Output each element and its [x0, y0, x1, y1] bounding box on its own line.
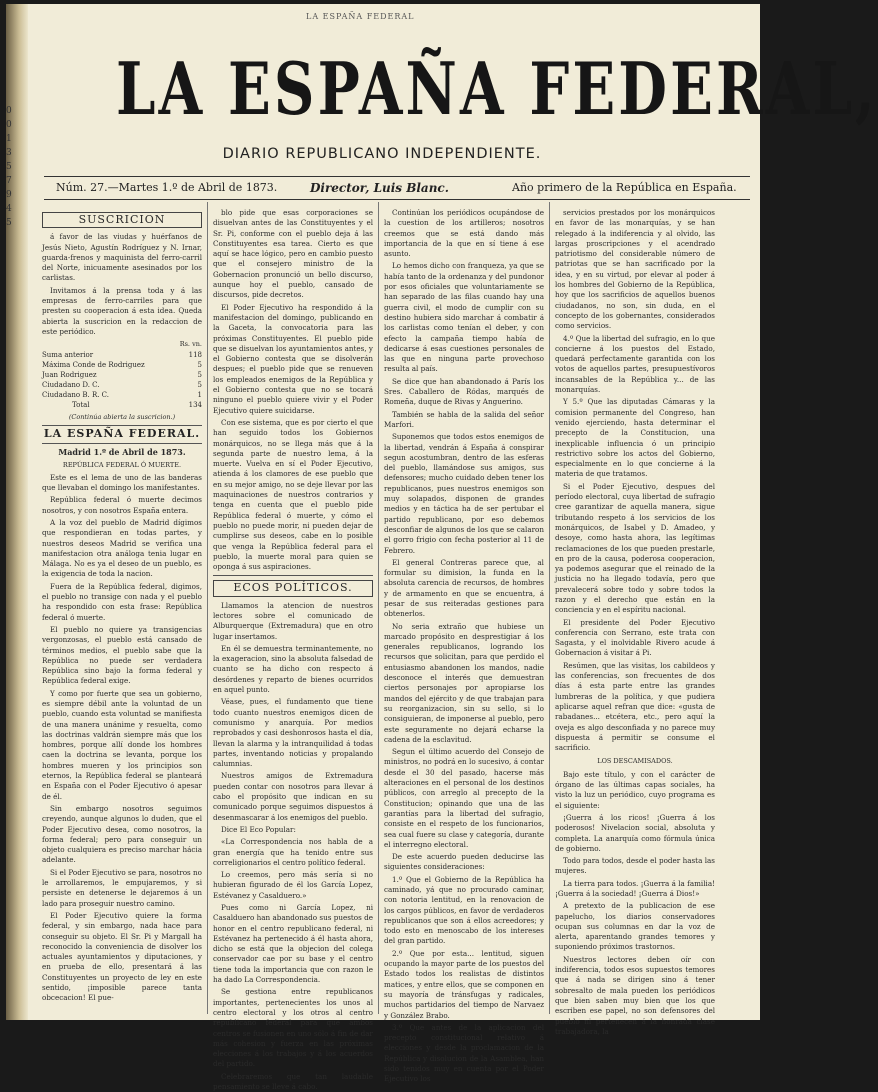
- masthead-subtitle: DIARIO REPUBLICANO INDEPENDIENTE.: [222, 146, 542, 162]
- edge-number: 0: [6, 106, 12, 116]
- edge-number: 5: [6, 218, 12, 228]
- column-1-text: [42, 473, 202, 1004]
- subscriber-amount: 1: [197, 390, 202, 399]
- paragraph: El pueblo no quiere ya transigencias vergonzosas, el pueblo está cansado de términos medios, el pueblo sabe que la República no puede ser verdadera República sino bajo la forma federal y República federal exige.: [42, 624, 202, 686]
- paragraph: Llamamos la atencion de nuestros lectores sobre el comunicado de Alburquerque (Extremadura) que en otro lugar insertamos.: [213, 600, 373, 641]
- paragraph: Suponemos que todos estos enemigos de la libertad, vendrán á España á conspirar segun acostumbran, dentro de las esferas del pueblo, llamándose sus amigos, sus defensores; mucho cuidado deben tener los republicanos, pues nuestros enemigos son muy solapados, disponen de grandes medios y en táctica ha de ser pertubar el partido republicano, por eso debemos desconfiar de algunos de los que se calaron el gorro frigio con fecha posterior al 11 de Febrero.: [384, 432, 544, 555]
- edge-numbers: [6, 104, 16, 230]
- paragraph: Nuestros amigos de Extremadura pueden contar con nosotros para llevar á cabo el propósito que indican en su comunicado porque seguimos dispuestos á desenmascarar á los enemigos del pueblo.: [213, 771, 373, 822]
- issue-line: [44, 179, 750, 199]
- total-label: Total: [72, 400, 90, 409]
- subscriber-amount: 5: [197, 370, 202, 379]
- subscription-list: [42, 350, 202, 400]
- rule-top: [44, 176, 750, 177]
- subscription-intro: á favor de las viudas y huérfanos de Jesús Nieto, Agustín Rodríguez y N. Irnar, guarda-frenos y maquinista del ferro-carril del Norte, inicuamente asesinados por los carlistas.: [42, 232, 202, 283]
- paragraph: Celebraremos que tan laudable pensamiento se lleve á cabo.: [213, 1071, 373, 1092]
- top-fragment: LA ESPAÑA FEDERAL: [306, 12, 415, 21]
- column-4-text-top: [555, 208, 715, 753]
- paragraph: Todo para todos, desde el poder hasta las mujeres.: [555, 856, 715, 876]
- subscriber-name: Máxima Conde de Rodriguez: [42, 360, 145, 369]
- column-separator: [207, 202, 208, 1014]
- paragraph: Fuera de la República federal, digimos, el pueblo no transige con nada y el pueblo ha respondido con esta frase: República federal ó muerte.: [42, 581, 202, 622]
- rule-bottom: [44, 199, 750, 200]
- paragraph: Segun el último acuerdo del Consejo de ministros, no podrá en lo sucesivo, á contar desde el 30 del pasado, hacerse más alteraciones en el personal de los destinos públicos, con arreglo al precepto de la Constitucion; opinando que una de las garantías para la libertad del sufragio, consiste en el respeto de los funcionarios, sea cual fuere su clase y categoría, durante el interregno electoral.: [384, 747, 544, 849]
- column-3: [384, 208, 544, 1084]
- paragraph: El general Contreras parece que, al formular su dimision, la funda en la absoluta carencia de recursos, de hombres y de armamento en que se encuentra, á pesar de sus reiteradas gestiones para obtenerlos.: [384, 557, 544, 619]
- subscription-continues: (Continúa abierta la suscricion.): [68, 412, 176, 421]
- paragraph: República federal ó muerte decimos nosotros, y con nosotros España entera.: [42, 495, 202, 515]
- subscriber-name: Suma anterior: [42, 350, 94, 359]
- paragraph: Pues como ni García Lopez, ni Casalduero han abandonado sus puestos de honor en el centro republicano federal, ni Estévanez ha pertenecido á él hasta ahora, dicho se está que la objecion del colega conservador cae por su base y el centro tiene toda la importancia que con razon le ha dado La Correspondencia.: [213, 903, 373, 985]
- paragraph: Y 5.º Que las diputadas Cámaras y la comision permanente del Congreso, han venido ejerciendo, hasta determinar el precepto de la Constitucion, una inexplicable influencia ó un principio restrictivo sobre los actos del Gobierno, especialmente en lo que concierne á la materia de que tratamos.: [555, 397, 715, 479]
- dateline: Madrid 1.º de Abril de 1873.: [58, 447, 186, 458]
- divider: [42, 443, 202, 444]
- paragraph: No seria extraño que hubiese un marcado propósito en desprestigiar á los generales republicanos, logrando los recursos que solicitan, para que perdido el entusiasmo abandonen los mandos, nadie desconoce el interés que demuestran ciertos personajes por apropiarse los mandos del ejército y de que trabajan para su reorganizacion, sin su sello, si lo consiguieran, de imponerse al pueblo, pero este seguramente no dejará echarse la cadena de la esclavitud.: [384, 621, 544, 744]
- paragraph: El presidente del Poder Ejecutivo conferencia con Serrano, este trata con Sagasta, y el inolvidable Rivero acude á Gobernacion á visitar á Pi.: [555, 617, 715, 658]
- paragraph: 1.º Que el Gobierno de la República ha caminado, yá que no procurado caminar, con notoria lentitud, en la renovacion de los cargos públicos, en favor de verdaderos republicanos que son á ellos acreedores; y todo esto en menoscabo de los intereses del gran partido.: [384, 874, 544, 946]
- issue-number: Núm. 27.—Martes 1.º de Abril de 1873.: [56, 181, 278, 194]
- paragraph: Si el Poder Ejecutivo, despues del período electoral, cuya libertad de sufragio cree garantizar de aquella manera, sigue tributando respeto á los servicios de los monárquicos, de Isabel y D. Amadeo, y desoye, como hasta ahora, las legítimas reclamaciones de los que pueden prestarle, en pro de la causa, poderosa cooperacion, ya podemos asegurar que el reinado de la justicia no ha llegado todavía, pero que prevalecerá sobre todo y sobre todos la razon y el derecho que están en la conciencia y en el espíritu nacional.: [555, 481, 715, 615]
- masthead-title: LA ESPAÑA FEDERAL,: [116, 46, 878, 131]
- newspaper-page: [6, 4, 878, 1092]
- paragraph: A pretexto de la publicacion de ese papelucho, los diarios conservadores ocupan sus columnas en dar la voz de alerta, aparentando grandes temores y suponiendo próximos trastornos.: [555, 901, 715, 952]
- publication-year: Año primero de la República en España.: [512, 181, 737, 194]
- paragraph: A la voz del pueblo de Madrid dígimos que respondieran en todas partes, y nuestros deseos Madrid se verifica una manifestacion otra análoga tenia lugar en Málaga. No es ya el deseo de un pueblo, es la exigencia de toda la nacion.: [42, 517, 202, 579]
- column-2-text-top: [213, 208, 373, 572]
- paragraph: Si el Poder Ejecutivo se para, nosotros no le arrollaremos, le empujaremos, y si persiste en detenerse le dejaremos á un lado para proseguir nuestro camino.: [42, 867, 202, 908]
- column-2: [213, 208, 373, 1092]
- total-amount: 134: [188, 400, 202, 409]
- paragraph: Véase, pues, el fundamento que tiene todo cuanto nuestros enemigos dicen de comunismo y anarquía. Por medios reprobados y casi deshonrosos hasta el día, llevan la alarma y la intranquilidad á todas partes, inventando noticias y propalando calumnias.: [213, 697, 373, 769]
- list-unit: Rs. vn.: [179, 340, 202, 349]
- edge-number: 1: [6, 134, 12, 144]
- paragraph: Sin embargo nosotros seguimos creyendo, aunque algunos lo duden, que el Poder Ejecutivo desea, como nosotros, la forma federal; pero para conseguir un objeto cualquiera es preciso marchar hácia adelante.: [42, 803, 202, 865]
- paragraph: Dice El Eco Popular:: [221, 824, 296, 834]
- paragraph: De este acuerdo pueden deducirse las siguientes consideraciones:: [384, 852, 544, 872]
- subscription-row: [42, 350, 202, 360]
- paragraph: El Poder Ejecutivo ha respondido á la manifestacion del domingo, publicando en la Gaceta, la convocatoria para las próximas Constituyentes. El pueblo pide que se disuelvan los ayuntamientos antes, y el Gobierno contesta que se disolverán despues; el pueblo pide que se renueven los empleados enemigos de la República y el Gobierno contesta que no se tocará ninguno el pueblo quiere vivir y el Poder Ejecutivo quiere suicidarse.: [213, 302, 373, 415]
- subscription-heading: SUSCRICION: [42, 212, 202, 228]
- paragraph: «La Correspondencia nos habla de a gran energía que ha tenido entre sus correligionarios el centro político federal.: [213, 837, 373, 867]
- paragraph: Este es el lema de uno de las banderas que llevaban el domingo los manifestantes.: [42, 472, 202, 493]
- paragraph: Lo creemos, pero más sería si no hubieran figurado de él los García Lopez, Estévanez y Casalduero.»: [213, 870, 373, 900]
- paragraph: Lo hemos dicho con franqueza, ya que se había tanto de la ordenanza y del pundonor por esos oficiales que voluntariamente se han separado de las filas cuando hay una guerra civil, el modo de cumplir con su destino hubiera sido marchar á combatir á los carlistas como tenían el deber, y con efecto la campaña tiempo había de dedicarse á esas cuestiones personales de las que en ninguna parte provechoso resulta al país.: [384, 261, 544, 374]
- edge-number: 4: [6, 204, 12, 214]
- paragraph: 3.º Que antes de la aplicacion del precepto constitucional relativo á elecciones y desde la proclamacion de la República y disolucion de la Asamblea, han sido tenidos muy en cuenta por el Poder Ejecutivo los: [384, 1022, 544, 1084]
- divider: [42, 425, 202, 426]
- paragraph: Resúmen, que las visitas, los cabildeos y las conferencias, son frecuentes de dos días á esta parte entre las grandes lumbreras de la política, y que pudiera aplicarse aquel refran que dice: «gusta de rabadanes... etcétera, etc., pero aquí la oveja es algo desconfiada y no parece muy dispuesta á permitir se consume el sacrificio.: [555, 660, 715, 753]
- paragraph: ¡Guerra á los ricos! ¡Guerra á los poderosos! Nivelacion social, absoluta y completa. La anarquía como fórmula única de gobierno.: [555, 812, 715, 853]
- column-1: [42, 208, 202, 1013]
- subscription-row: [42, 370, 202, 380]
- paragraph: Con ese sistema, que es por cierto el que han seguido todos los Gobiernos monárquicos, no se llega más que á la segunda parte de nuestro lema, á la muerte. Vuelva en sí el Poder Ejecutivo, atienda á los clamores de ese pueblo que en su mejor amigo, no se deje llevar por las maquinaciones de nuestros contrarios y tenga en cuenta que el pueblo pide República federal ó muerte, y cómo el pueblo no puede morir, ni pueden dejar de cumplirse sus deseos, cabe en lo posible que venga la República federal para el pueblo, la muerte moral para quien se oponga á sus aspiraciones.: [213, 417, 373, 572]
- kicker: REPÚBLICA FEDERAL Ó MUERTE.: [62, 461, 182, 470]
- director: Director, Luis Blanc.: [310, 181, 449, 195]
- descamisados-heading: LOS DESCAMISADOS.: [597, 757, 673, 766]
- subscriber-amount: 5: [197, 360, 202, 369]
- paragraph: Se dice que han abandonado á París los Sres. Caballero de Ródas, marqués de Romeña, duque de Rivas y Anguerino.: [384, 376, 544, 407]
- paragraph: El Poder Ejecutivo quiere la forma federal, y sin embargo, nada hace para conseguir su objeto. El Sr. Pi y Margall ha reconocido la conveniencia de disolver los actuales ayuntamientos y diputaciones, y en prueba de ello, presentará á las Constituyentes un proyecto de ley en este sentido, ¡imposible parece tanta obcecacion! El pue-: [42, 910, 202, 1003]
- paragraph: Nuestros lectores deben oír con indiferencia, todos esos supuestos temores que á nada se dirigen sino á tener sobresalto de mala pueden los periódicos que bien saben muy bien que los que escriben ese papel, no son defensores del pueblo ni pertenecen á la honrada clase trabajadora, la: [555, 954, 715, 1036]
- column-separator: [378, 202, 379, 1014]
- subscription-row: [42, 360, 202, 370]
- edge-number: 0: [6, 120, 12, 130]
- edge-number: 9: [6, 190, 12, 200]
- paragraph: La tierra para todos. ¡Guerra á la familia! ¡Guerra á la sociedad! ¡Guerra á Dios!»: [555, 878, 715, 898]
- paragraph: servicios prestados por los monárquicos en favor de las monarquías, y se han relegado á la indiferencia y al olvido, las largas proscripciones y el acendrado patriotismo del considerable número de patriotas que se han sacrificado por la idea, y en su virtud, por elevar al poder á los hombres del Gobierno de la República, hoy que los sacrificios de aquellos buenos ciudadanos, no son, sin duda, en el concepto de los gobernantes, considerados como servicios.: [555, 208, 715, 331]
- paragraph: 2.º Que por esta... lentitud, siguen ocupando la mayor parte de los puestos del Estado todos los realistas de distintos matices, y entre ellos, que se componen en su mayoría de tránsfugas y radicales, muchos partidarios del tiempo de Narvaez y González Brabo.: [384, 948, 544, 1020]
- subscriber-name: Juan Rodriguez: [42, 370, 97, 379]
- paragraph: blo pide que esas corporaciones se disuelvan antes de las Constituyentes y el Sr. Pi, conforme con el pueblo deja á las Constituyentes esa tarea. Cierto es que aquí se hace lógico, pero en cambio puesto que el consejero ministro de la Gobernacion pronunció un bello discurso, aunque hoy el pueblo, cansado de discursos, pide decretos.: [213, 208, 373, 300]
- paragraph: También se habla de la salida del señor Marfori.: [384, 409, 544, 429]
- paragraph: Continúan los periódicos ocupándose de la cuestion de los artilleros; nosotros creemos que se está dando más importancia de la que en sí tiene á ese asunto.: [384, 208, 544, 259]
- subscription-total: [42, 400, 202, 410]
- edge-number: 5: [6, 162, 12, 172]
- subscriber-amount: 5: [197, 380, 202, 389]
- section-title: LA ESPAÑA FEDERAL.: [43, 426, 201, 440]
- paragraph: 4.º Que la libertad del sufragio, en lo que concierne á los puestos del Estado, quedará perfectamente garantida con los votos de aquellos partes, presupuestívoros incansables de la República y... de las monarquías.: [555, 333, 715, 395]
- column-separator: [549, 202, 550, 1014]
- column-2-text-bottom: [213, 601, 373, 1092]
- paragraph: Bajo este título, y con el carácter de órgano de las últimas capas sociales, ha visto la luz un periódico, cuyo programa es el siguiente:: [555, 769, 715, 810]
- subscription-row: [42, 380, 202, 390]
- column-4: [555, 208, 715, 1036]
- column-3-text: [384, 208, 544, 1085]
- ecos-politicos-heading: ECOS POLÍTICOS.: [213, 580, 373, 596]
- subscription-row: [42, 390, 202, 400]
- subscriber-amount: 118: [188, 350, 202, 359]
- subscription-text: Invitamos á la prensa toda y á las empresas de ferro-carriles para que presten su cooperacion á esta idea. Queda abierta la suscricion en la redaccion de este periódico.: [42, 285, 202, 336]
- paragraph: En él se demuestra terminantemente, no la exageracion, sino la absoluta falsedad de cuanto se ha dicho con respecto á desórdenes y reparto de bienes ocurridos en aquel punto.: [213, 643, 373, 695]
- column-4-text-bottom: [555, 770, 715, 1037]
- edge-number: 7: [6, 176, 12, 186]
- edge-number: 3: [6, 148, 12, 158]
- subscriber-name: Ciudadano D. C.: [42, 380, 100, 389]
- paragraph: Y como por fuerte que sea un gobierno, es siempre débil ante la voluntad de un pueblo, cuando esta voluntad se manifiesta de una manera unánime y resuelta, como las doctrinas valdrán siempre más que los hombres, porque allí donde los hombres caen la doctrina se levanta, porque los hombres mueren y los principios son eternos, la República federal se planteará en España con el Poder Ejecutivo ó apesar de él.: [42, 688, 202, 801]
- paragraph: Se gestiona entre republicanos importantes, pertenecientes los unos al centro electoral y los otros al centro republicano federal para que ambos centros se fusionen en uno sólo á fin de dar más cohesion y fuerza en las próximas elecciones á los trabajos y á los acuerdos del partido.: [213, 987, 373, 1069]
- subscriber-name: Ciudadano B. R. C.: [42, 390, 110, 399]
- divider: [213, 575, 373, 576]
